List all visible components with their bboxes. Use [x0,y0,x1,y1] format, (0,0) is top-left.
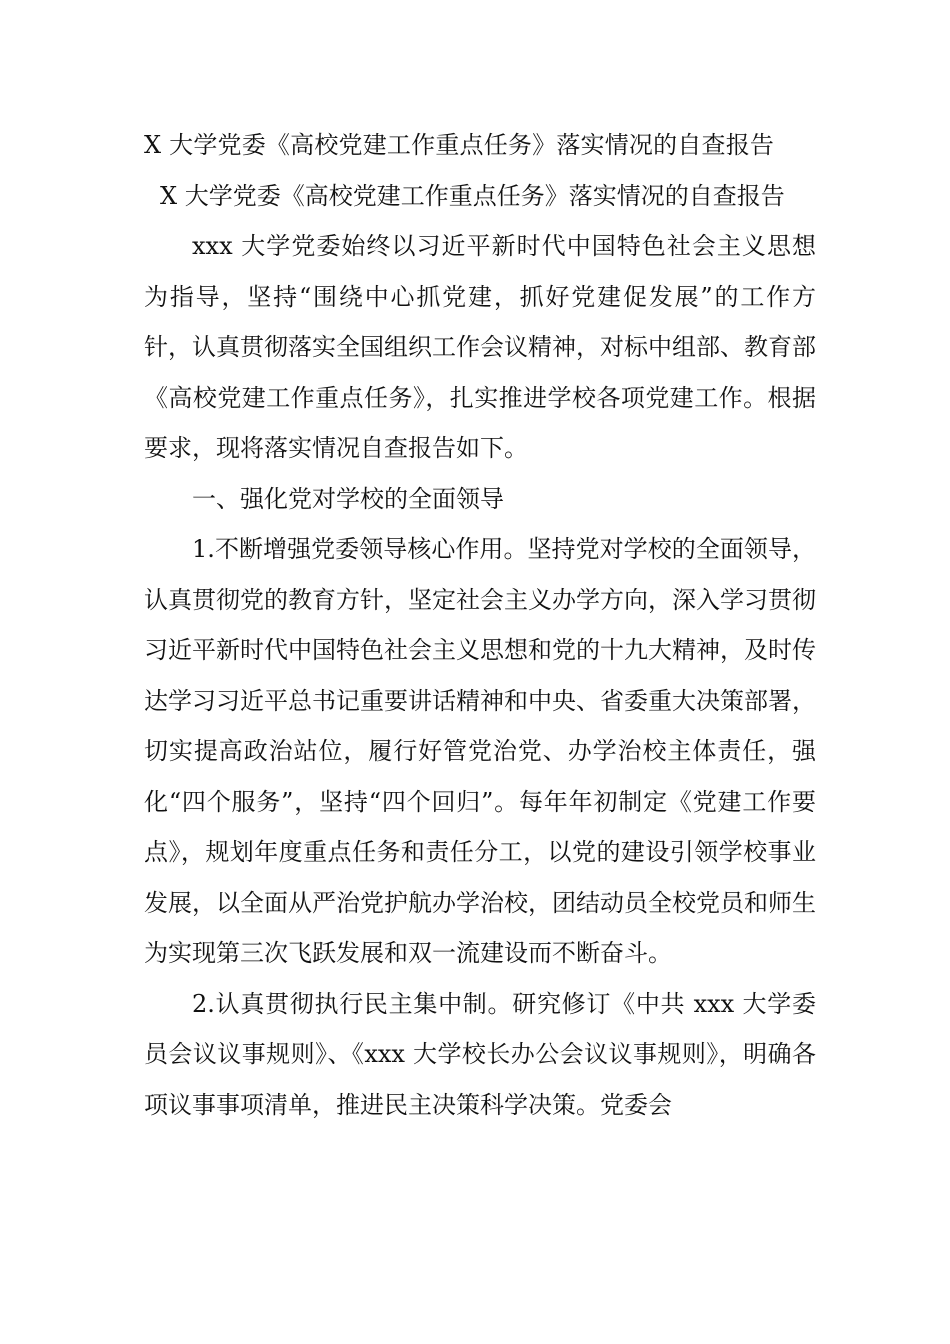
intro-paragraph: xxx 大学党委始终以习近平新时代中国特色社会主义思想为指导，坚持“围绕中心抓党建，抓好党建促发展”的工作方针，认真贯彻落实全国组织工作会议精神，对标中组部、教育部《高校党建工作重点任务》，扎实推进学校各项党建工作。根据要求，现将落实情况自查报告如下。 [144,232,816,462]
section-1-heading: 一、强化党对学校的全面领导 [192,484,504,513]
document-title: X 大学党委《高校党建工作重点任务》落实情况的自查报告 [144,131,775,159]
item-2-paragraph: 2.认真贯彻执行民主集中制。研究修订《中共 xxx 大学委员会议议事规则》、《xxx 大学校长办公会议议事规则》，明确各项议事事项清单，推进民主决策科学决策。党委会 [144,989,816,1119]
document-body [144,120,816,1130]
item-1-paragraph: 1.不断增强党委领导核心作用。坚持党对学校的全面领导，认真贯彻党的教育方针，坚定社会主义办学方向，深入学习贯彻习近平新时代中国特色社会主义思想和党的十九大精神，及时传达学习习近平总书记重要讲话精神和中央、省委重大决策部署，切实提高政治站位，履行好管党治党、办学治校主体责任，强化“四个服务”，坚持“四个回归”。每年年初制定《党建工作要点》，规划年度重点任务和责任分工，以党的建设引领学校事业发展，以全面从严治党护航办学治校，团结动员全校党员和师生为实现第三次飞跃发展和双一流建设而不断奋斗。 [144,535,816,967]
document-title-repeat: X 大学党委《高校党建工作重点任务》落实情况的自查报告 [160,181,785,210]
